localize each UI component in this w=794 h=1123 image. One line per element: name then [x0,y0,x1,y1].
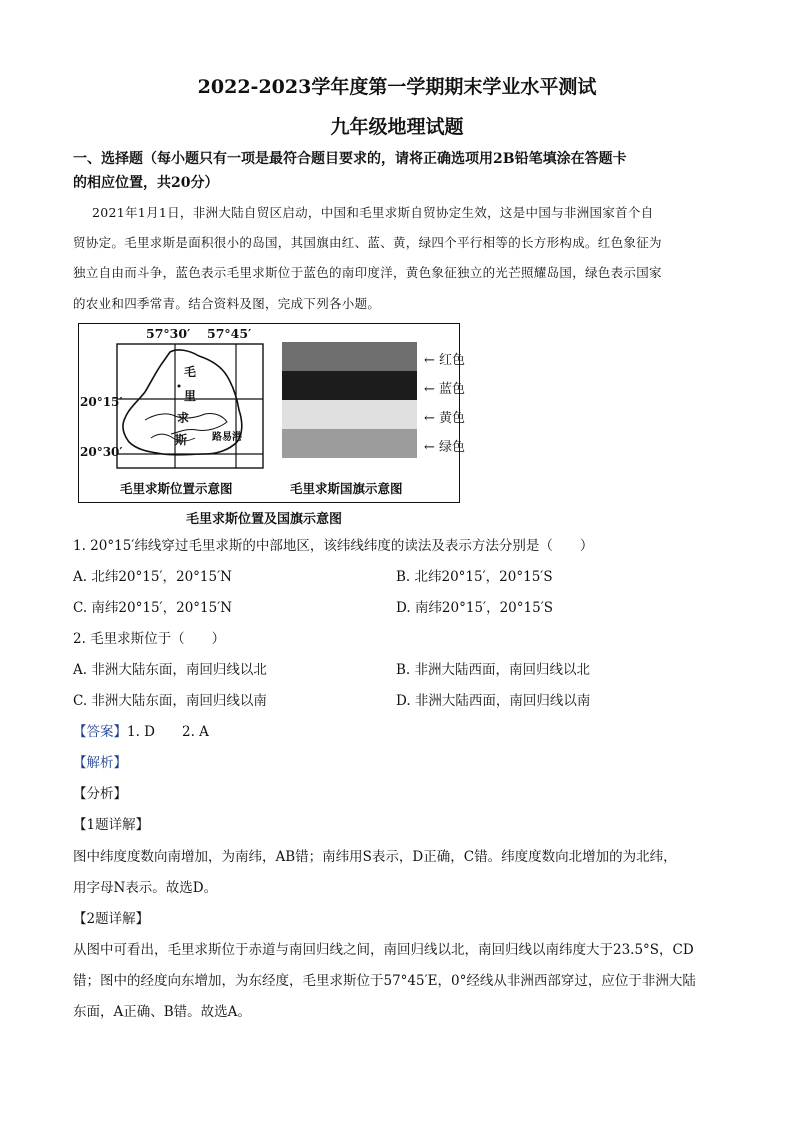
detail-1-line: 图中纬度度数向南增加，为南纬，AB错；南纬用S表示，D正确，C错。纬度度数向北增加的为北纬， [73,849,677,865]
question-2-option-d: D. 非洲大陆西面，南回归线以南 [396,693,591,709]
passage-line: 的农业和四季常青。结合资料及图，完成下列各小题。 [73,296,381,311]
map-caption: 毛里求斯位置示意图 [120,481,233,496]
flag-stripe-red [282,342,417,371]
question-2-option-c: C. 非洲大陆东面，南回归线以南 [73,693,267,709]
document-title: 2022-2023学年度第一学期期末学业水平测试 [197,76,597,98]
country-char: 里 [184,389,197,403]
mauritius-map [115,342,265,470]
detail-1-line: 用字母N表示。故选D。 [73,880,218,896]
section-heading-line1: 一、选择题（每小题只有一项是最符合题目要求的，请将正确选项用2B铅笔填涂在答题卡 [73,151,627,167]
answer-text: 1. D 2. A [127,724,209,740]
detail-2-label: 【2题详解】 [73,911,150,927]
section-heading-line2: 的相应位置，共20分） [73,175,219,191]
flag-label-yellow: ← 黄色 [424,411,466,426]
country-char: 毛 [184,365,197,379]
question-2-option-a: A. 非洲大陆东面，南回归线以北 [73,662,267,678]
detail-2-line: 从图中可看出，毛里求斯位于赤道与南回归线之间，南回归线以北，南回归线以南纬度大于23.5°S，CD [73,942,694,958]
left-arrow-icon: ← [424,411,440,426]
flag-stripe-green [282,429,417,458]
passage-line: 独立自由而斗争，蓝色表示毛里求斯位于蓝色的南印度洋，黄色象征独立的光芒照耀岛国，绿色表示国家 [73,265,662,280]
latitude-label: 20°30′ [80,445,123,459]
left-arrow-icon: ← [424,382,440,397]
detail-2-line: 错；图中的经度向东增加，为东经度，毛里求斯位于57°45′E，0°经线从非洲西部穿过，应位于非洲大陆 [73,973,696,989]
fenxi-label: 【分析】 [73,786,127,802]
question-1-stem: 1. 20°15′纬线穿过毛里求斯的中部地区，该纬线纬度的读法及表示方法分别是（ ） [73,538,594,554]
longitude-label: 57°45′ [207,326,252,341]
question-1-option-b: B. 北纬20°15′，20°15′S [396,569,553,585]
island-detail [151,434,195,441]
detail-2-line: 东面，A正确、B错。故选A。 [73,1004,251,1020]
flag-label-green: ← 绿色 [424,440,466,455]
question-1-option-d: D. 南纬20°15′，20°15′S [396,600,554,616]
flag-caption: 毛里求斯国旗示意图 [290,481,403,496]
flag-stripe-yellow [282,400,417,429]
document-subtitle: 九年级地理试题 [330,116,464,138]
flag-label-red: ← 红色 [424,353,466,368]
flag-label-blue: ← 蓝色 [424,382,466,397]
answer-line [73,720,209,740]
passage-line: 2021年1月1日，非洲大陆自贸区启动，中国和毛里求斯自贸协定生效，这是中国与非洲国家首个自 [92,205,654,220]
answer-label: 【答案】 [73,724,127,740]
city-dot [178,385,181,388]
question-1-option-a: A. 北纬20°15′，20°15′N [73,569,232,585]
longitude-label: 57°30′ [146,326,191,341]
question-1-option-c: C. 南纬20°15′，20°15′N [73,600,233,616]
country-char: 求 [177,411,190,425]
flag-stripe-blue [282,371,417,400]
left-arrow-icon: ← [424,440,440,455]
country-char: 斯 [175,433,188,447]
left-arrow-icon: ← [424,353,440,368]
analysis-label: 【解析】 [73,755,127,771]
question-2-option-b: B. 非洲大陆西面，南回归线以北 [396,662,591,678]
detail-1-label: 【1题详解】 [73,817,150,833]
city-label: 路易港 [212,432,242,443]
figure-caption: 毛里求斯位置及国旗示意图 [186,512,343,527]
latitude-label: 20°15′ [80,395,123,409]
question-2-stem: 2. 毛里求斯位于（ ） [73,631,226,647]
passage-line: 贸协定。毛里求斯是面积很小的岛国，其国旗由红、蓝、黄，绿四个平行相等的长方形构成。红色象征为 [73,235,662,250]
